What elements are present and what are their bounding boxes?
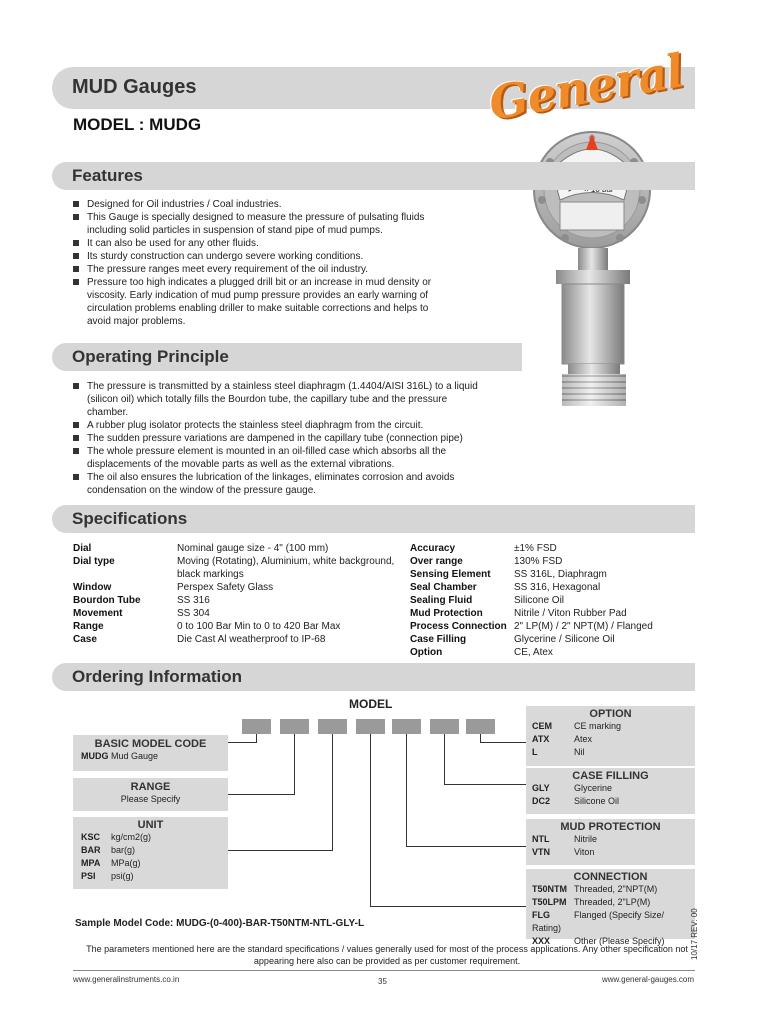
spec-key: Window xyxy=(73,582,112,593)
connector-line xyxy=(406,734,407,846)
list-item xyxy=(81,844,220,857)
unit-title: UNIT xyxy=(137,819,164,831)
list-item xyxy=(532,909,689,935)
connector-line xyxy=(228,850,333,851)
spec-value: 130% FSD xyxy=(514,556,563,567)
description: Nitrile xyxy=(574,834,598,844)
description: CE marking xyxy=(574,721,622,731)
spec-value: Die Cast Al weatherproof to IP-68 xyxy=(177,634,326,645)
connector-line xyxy=(370,734,371,906)
case-filling-box xyxy=(526,768,695,814)
connector-line xyxy=(228,794,295,795)
footer-left-url[interactable]: www.generalinstruments.co.in xyxy=(73,975,180,984)
basic-model-code-box xyxy=(73,735,228,771)
code-slot-range xyxy=(280,719,309,734)
spec-key: Option xyxy=(410,647,443,658)
range-title: RANGE xyxy=(130,781,171,793)
footer-divider xyxy=(73,970,695,971)
description: Other (Please Specify) xyxy=(574,936,665,946)
description: Flanged (Specify Size/ Rating) xyxy=(532,910,665,933)
spec-key: Over range xyxy=(410,556,463,567)
spec-value: SS 316, Hexagonal xyxy=(514,582,601,593)
spec-value: Nominal gauge size - 4" (100 mm) xyxy=(177,543,329,554)
model-label: MODEL xyxy=(349,697,393,711)
list-item xyxy=(81,870,220,883)
description: Glycerine xyxy=(574,783,613,793)
list-item xyxy=(532,782,689,795)
connector-line xyxy=(294,734,295,794)
spec-value: SS 316L, Diaphragm xyxy=(514,569,607,580)
list-item: The pressure ranges meet every requirement of the oil industry. xyxy=(73,263,443,276)
features-bar xyxy=(52,162,695,190)
spec-key: Case xyxy=(73,634,97,645)
code: L xyxy=(532,747,538,757)
code: DC2 xyxy=(532,796,551,806)
code: MUDG xyxy=(81,751,109,761)
operating-list xyxy=(73,380,483,497)
code-slot-connection xyxy=(356,719,385,734)
disclaimer: The parameters mentioned here are the standard specifications / values generally used for most of the process applications. Any other specification not appearing here also can be provided as per customer requirement. xyxy=(86,944,688,966)
option-box xyxy=(526,706,695,766)
description: kg/cm2(g) xyxy=(111,832,152,842)
spec-value: CE, Atex xyxy=(514,647,553,658)
mud-protection-title: MUD PROTECTION xyxy=(560,821,661,833)
code-slot-case-filling xyxy=(430,719,459,734)
list-item xyxy=(81,831,220,844)
features-heading: Features xyxy=(72,166,143,185)
code: T50LPM xyxy=(532,897,567,907)
code: T50NTM xyxy=(532,884,568,894)
description: Atex xyxy=(574,734,593,744)
spec-key: Seal Chamber xyxy=(410,582,477,593)
spec-key: Dial xyxy=(73,543,92,554)
description: Threaded, 2"NPT(M) xyxy=(574,884,658,894)
spec-key: Accuracy xyxy=(410,543,456,554)
code-slot-mud-protection xyxy=(392,719,421,734)
description: bar(g) xyxy=(111,845,136,855)
connector-line xyxy=(444,734,445,784)
list-item xyxy=(81,857,220,870)
general-logo: General xyxy=(484,43,687,131)
connector-line xyxy=(228,742,257,743)
spec-value: Perspex Safety Glass xyxy=(177,582,274,593)
specifications-heading: Specifications xyxy=(72,509,188,528)
spec-value: SS 304 xyxy=(177,608,210,619)
code: XXX xyxy=(532,936,551,946)
connector-line xyxy=(370,906,526,907)
description: Silicone Oil xyxy=(574,796,620,806)
case-filling-title: CASE FILLING xyxy=(572,770,649,782)
basic-model-code-title: BASIC MODEL CODE xyxy=(94,738,207,750)
list-item: This Gauge is specially designed to measure the pressure of pulsating fluids including solid particles in suspension of stand pipe of mud pumps. xyxy=(73,211,443,237)
list-item xyxy=(532,883,689,896)
code: PSI xyxy=(81,871,96,881)
connection-box xyxy=(526,869,695,946)
spec-key: Bourdon Tube xyxy=(73,595,141,606)
range-note: Please Specify xyxy=(120,794,181,804)
features-list xyxy=(73,198,443,328)
code: NTL xyxy=(532,834,550,844)
operating-heading: Operating Principle xyxy=(72,347,229,366)
list-item: The oil also ensures the lubrication of the linkages, eliminates corrosion and avoids condensation on the window of the pressure gauge. xyxy=(73,471,483,497)
code: BAR xyxy=(81,845,101,855)
list-item: Its sturdy construction can undergo severe working conditions. xyxy=(73,250,443,263)
description: Threaded, 2"LP(M) xyxy=(574,897,651,907)
list-item xyxy=(532,833,689,846)
description: psi(g) xyxy=(111,871,134,881)
list-item xyxy=(81,750,220,763)
model-title: MODEL : MUDG xyxy=(73,115,202,134)
connector-line xyxy=(256,734,257,742)
code: VTN xyxy=(532,847,550,857)
spec-key: Range xyxy=(73,621,104,632)
list-item: Designed for Oil industries / Coal industries. xyxy=(73,198,443,211)
code: ATX xyxy=(532,734,550,744)
spec-key: Movement xyxy=(73,608,123,619)
range-box xyxy=(73,778,228,811)
spec-value: 0 to 100 Bar Min to 0 to 420 Bar Max xyxy=(177,621,341,632)
connector-line xyxy=(480,734,481,742)
code-slot-option xyxy=(466,719,495,734)
spec-value: Glycerine / Silicone Oil xyxy=(514,634,615,645)
list-item xyxy=(532,733,689,746)
list-item: Pressure too high indicates a plugged drill bit or an increase in mud density or viscosity. Early indication of mud pump pressure provides an early warning of circulation problems enabling driller to make suitable corrections and helps to avoid major problems. xyxy=(73,276,443,328)
spec-key: Case Filling xyxy=(410,634,467,645)
list-item: The whole pressure element is mounted in an oil-filled case which absorbs all the displacements of the movable parts as well as the external vibrations. xyxy=(73,445,483,471)
list-item: The pressure is transmitted by a stainless steel diaphragm (1.4404/AISI 316L) to a liquid (silicon oil) which totally fills the Bourdon tube, the capillary tube and the pressure chamber. xyxy=(73,380,483,419)
list-item xyxy=(532,795,689,808)
connector-line xyxy=(444,784,526,785)
ordering-heading: Ordering Information xyxy=(72,667,242,686)
spec-value: ±1% FSD xyxy=(514,543,557,554)
list-item: A rubber plug isolator protects the stainless steel diaphragm from the circuit. xyxy=(73,419,483,432)
list-item xyxy=(532,746,689,759)
specifications-bar xyxy=(52,505,695,533)
code: GLY xyxy=(532,783,550,793)
code: FLG xyxy=(532,910,550,920)
list-item xyxy=(532,846,689,859)
spec-key: Dial type xyxy=(73,556,115,567)
sample-model-code: Sample Model Code: MUDG-(0-400)-BAR-T50NTM-NTL-GLY-L xyxy=(75,918,365,929)
spec-value: Moving (Rotating), Aluminium, white background, black markings xyxy=(177,556,395,580)
mud-protection-box xyxy=(526,819,695,865)
connector-line xyxy=(406,846,526,847)
code-slot-basic xyxy=(242,719,271,734)
operating-bar xyxy=(52,343,522,371)
description: Nil xyxy=(574,747,585,757)
revision-note: 10/17 REV: 00 xyxy=(690,908,699,960)
code: CEM xyxy=(532,721,552,731)
spec-value: Nitrile / Viton Rubber Pad xyxy=(514,608,627,619)
option-title: OPTION xyxy=(589,708,632,720)
list-item: It can also be used for any other fluids. xyxy=(73,237,443,250)
connector-line xyxy=(480,742,526,743)
page-number: 35 xyxy=(378,977,387,986)
description: Viton xyxy=(574,847,595,857)
spec-key: Process Connection xyxy=(410,621,507,632)
spec-value: SS 316 xyxy=(177,595,210,606)
spec-key: Mud Protection xyxy=(410,608,483,619)
unit-box xyxy=(73,817,228,889)
spec-key: Sealing Fluid xyxy=(410,595,473,606)
page-title: MUD Gauges xyxy=(72,76,197,98)
connector-line xyxy=(332,734,333,850)
ordering-bar xyxy=(52,663,695,691)
description: Mud Gauge xyxy=(111,751,159,761)
code: MPA xyxy=(81,858,101,868)
spec-key: Sensing Element xyxy=(410,569,491,580)
list-item: The sudden pressure variations are dampened in the capillary tube (connection pipe) xyxy=(73,432,483,445)
code-slot-unit xyxy=(318,719,347,734)
list-item xyxy=(532,720,689,733)
code: KSC xyxy=(81,832,101,842)
connection-title: CONNECTION xyxy=(573,871,648,883)
list-item xyxy=(532,896,689,909)
footer-right-url[interactable]: www.general-gauges.com xyxy=(602,975,695,984)
spec-value: 2" LP(M) / 2" NPT(M) / Flanged xyxy=(514,621,653,632)
description: MPa(g) xyxy=(111,858,141,868)
spec-value: Silicone Oil xyxy=(514,595,565,606)
